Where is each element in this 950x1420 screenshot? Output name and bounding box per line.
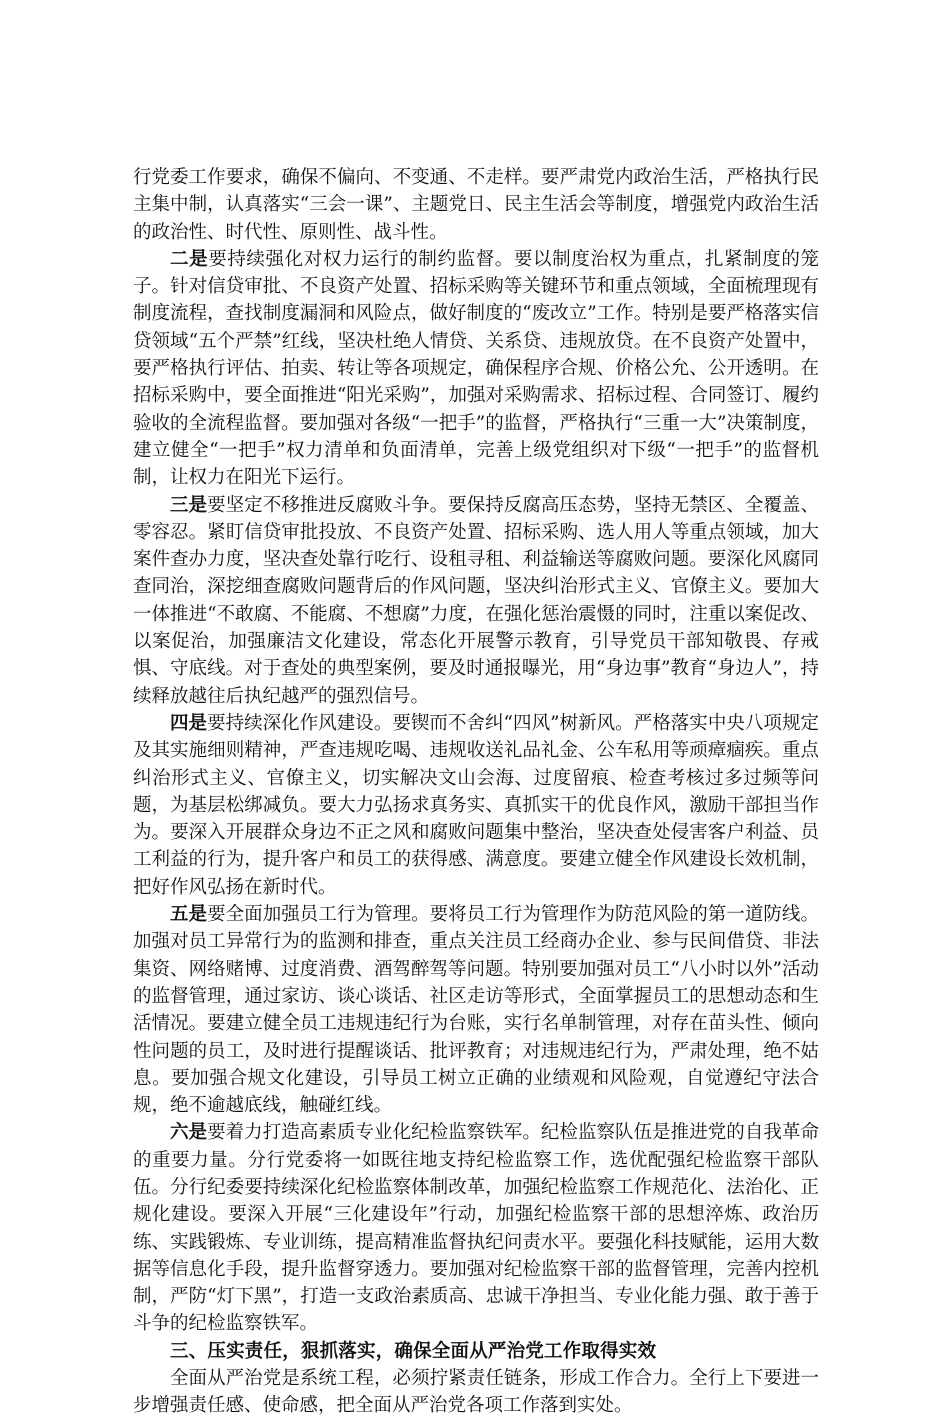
paragraph-continuation: 行党委工作要求，确保不偏向、不变通、不走样。要严肃党内政治生活，严格执行民主集中制，认真落实“三会一课”、主题党日、民主生活会等制度，增强党内政治生活的政治性、时代性、原则性、战斗性。 <box>133 167 819 243</box>
point-lead: 六是 <box>170 1122 208 1144</box>
section-heading: 三、压实责任，狠抓落实，确保全面从严治党工作取得实效 <box>170 1340 657 1362</box>
point-text: 要坚定不移推进反腐败斗争。要保持反腐高压态势，坚持无禁区、全覆盖、零容忍。紧盯信贷审批投放、不良资产处置、招标采购、选人用人等重点领域，加大案件查办力度，坚决查处靠行吃行、设租寻租、利益输送等腐败问题。要深化风腐同查同治，深挖细查腐败问题背后的作风问题，坚决纠治形式主义、官僚主义。要加大一体推进“不敢腐、不能腐、不想腐”力度，在强化惩治震慑的同时，注重以案促改、以案促治，加强廉洁文化建设，常态化开展警示教育，引导党员干部知敬畏、存戒惧、守底线。对于查处的典型案例，要及时通报曝光，用“身边事”教育“身边人”，持续释放越往后执纪越严的强烈信号。 <box>133 494 819 707</box>
point-text: 要全面加强员工行为管理。要将员工行为管理作为防范风险的第一道防线。加强对员工异常行为的监测和排查，重点关注员工经商办企业、参与民间借贷、非法集资、网络赌博、过度消费、酒驾醉驾等问题。特别要加强对员工“八小时以外”活动的监督管理，通过家访、谈心谈话、社区走访等形式，全面掌握员工的思想动态和生活情况。要建立健全员工违规违纪行为台账，实行名单制管理，对存在苗头性、倾向性问题的员工，及时进行提醒谈话、批评教育；对违规违纪行为，严肃处理，绝不姑息。要加强合规文化建设，引导员工树立正确的业绩观和风险观，自觉遵纪守法合规，绝不逾越底线，触碰红线。 <box>133 904 819 1117</box>
point-lead: 五是 <box>170 904 208 926</box>
paragraph-point-3 <box>133 492 819 710</box>
point-text: 要持续深化作风建设。要锲而不舍纠“四风”树新风。严格落实中央八项规定及其实施细则精神，严查违规吃喝、违规收送礼品礼金、公车私用等顽瘴痼疾。重点纠治形式主义、官僚主义，切实解决文山会海、过度留痕、检查考核过多过频等问题，为基层松绑减负。要大力弘扬求真务实、真抓实干的优良作风，激励干部担当作为。要深入开展群众身边不正之风和腐败问题集中整治，坚决查处侵害客户利益、员工利益的行为，提升客户和员工的获得感、满意度。要建立健全作风建设长效机制，把好作风弘扬在新时代。 <box>133 712 819 898</box>
point-lead: 四是 <box>170 712 208 734</box>
point-lead: 三是 <box>170 494 208 516</box>
paragraph-point-2 <box>133 246 819 492</box>
point-text: 要着力打造高素质专业化纪检监察铁军。纪检监察队伍是推进党的自我革命的重要力量。分行党委将一如既往地支持纪检监察工作，选优配强纪检监察干部队伍。分行纪委要持续深化纪检监察体制改革，加强纪检监察工作规范化、法治化、正规化建设。要深入开展“三化建设年”行动，加强纪检监察干部的思想淬炼、政治历练、实践锻炼、专业训练，提高精准监督执纪问责水平。要强化科技赋能，运用大数据等信息化手段，提升监督穿透力。要加强对纪检监察干部的监督管理，完善内控机制，严防“灯下黑”，打造一支政治素质高、忠诚干净担当、专业化能力强、敢于善于斗争的纪检监察铁军。 <box>133 1122 819 1335</box>
paragraph-point-4 <box>133 710 819 901</box>
document-body <box>133 164 819 1420</box>
paragraph-section-intro: 全面从严治党是系统工程，必须拧紧责任链条，形成工作合力。全行上下要进一步增强责任感、使命感，把全面从严治党各项工作落到实处。 <box>133 1368 819 1417</box>
point-text: 要持续强化对权力运行的制约监督。要以制度治权为重点，扎紧制度的笼子。针对信贷审批、不良资产处置、招标采购等关键环节和重点领域，全面梳理现有制度流程，查找制度漏洞和风险点，做好制度的“废改立”工作。特别是要严格落实信贷领域“五个严禁”红线，坚决杜绝人情贷、关系贷、违规放贷。在不良资产处置中，要严格执行评估、拍卖、转让等各项规定，确保程序合规、价格公允、公开透明。在招标采购中，要全面推进“阳光采购”，加强对采购需求、招标过程、合同签订、履约验收的全流程监督。要加强对各级“一把手”的监督，严格执行“三重一大”决策制度，建立健全“一把手”权力清单和负面清单，完善上级党组织对下级“一把手”的监督机制，让权力在阳光下运行。 <box>133 248 819 489</box>
paragraph-point-6 <box>133 1119 819 1337</box>
paragraph-point-5 <box>133 901 819 1119</box>
point-lead: 二是 <box>170 248 209 270</box>
